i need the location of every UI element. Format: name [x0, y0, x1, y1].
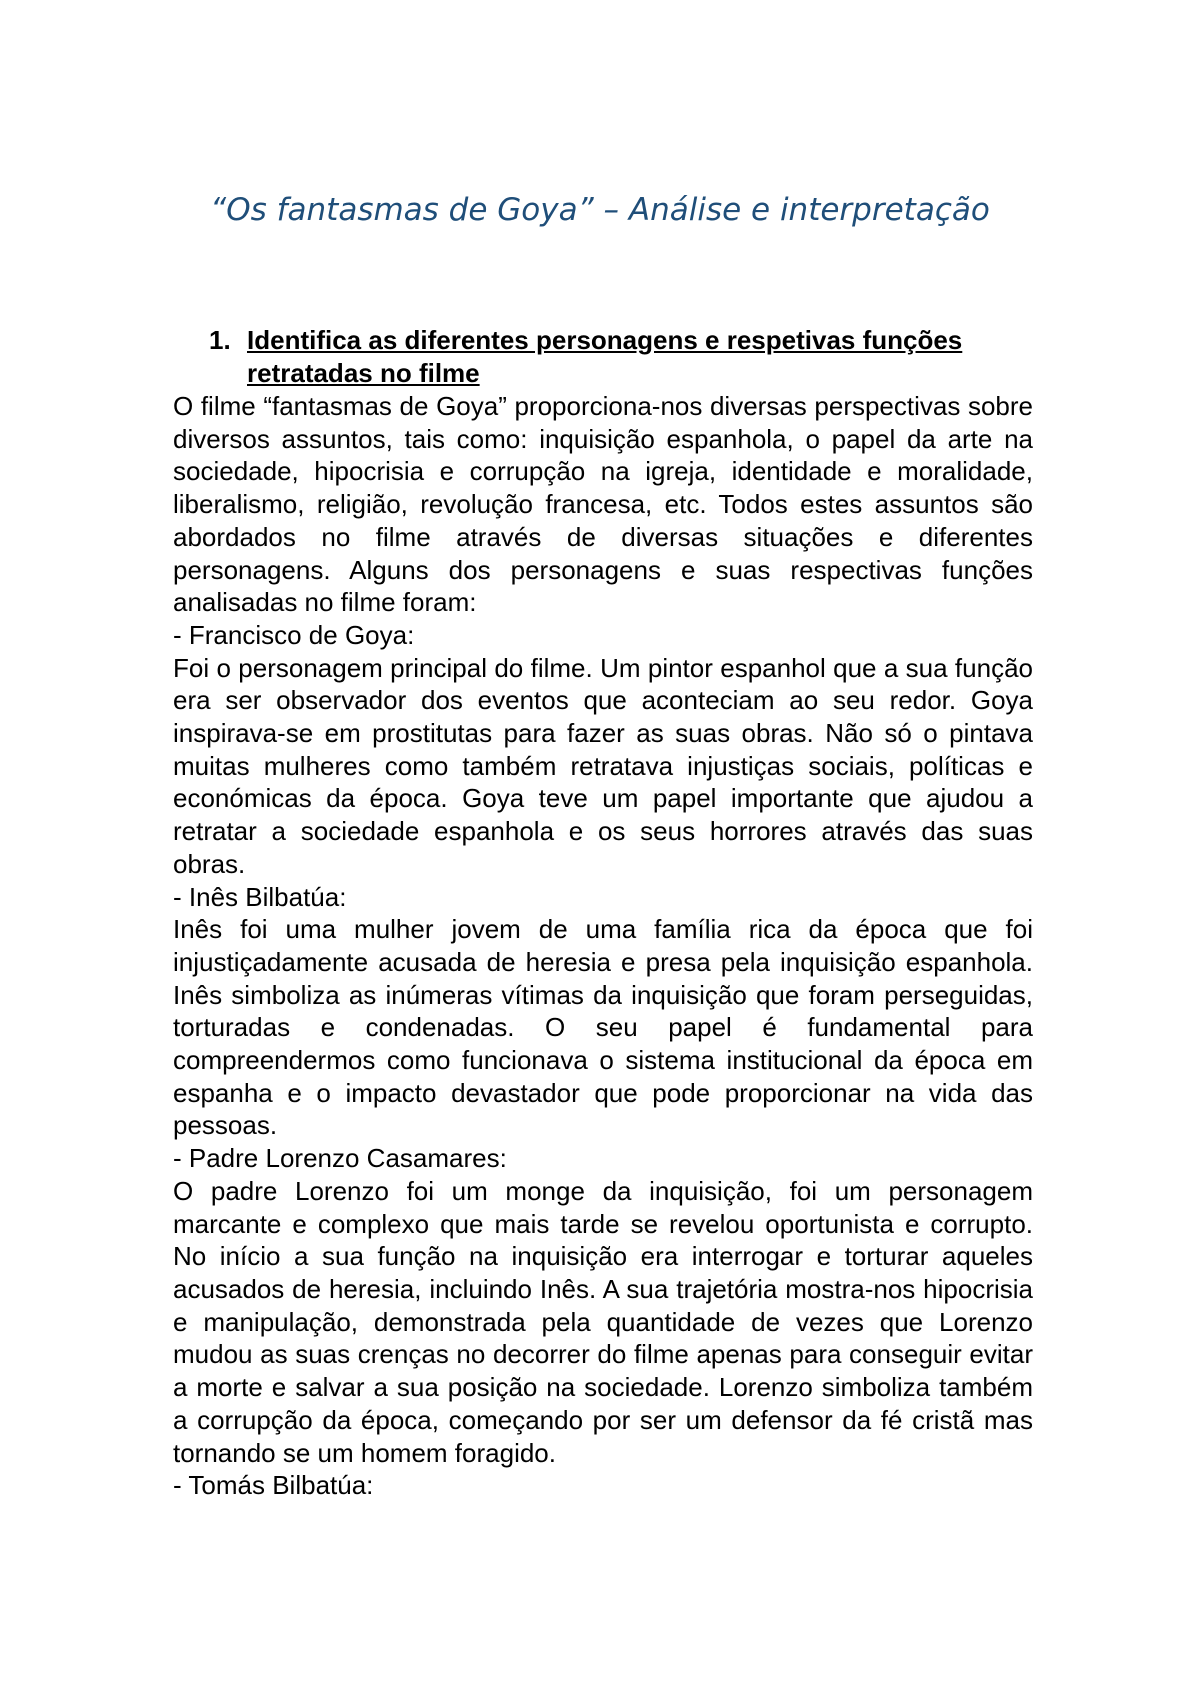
section-number: 1.	[209, 325, 231, 355]
character-description-lorenzo: O padre Lorenzo foi um monge da inquisição, foi um personagem marcante e complexo que mais tarde se revelou oportunista e corrupto. No início a sua função na inquisição era interrogar e torturar aqueles acusados de heresia, incluindo Inês. A sua trajetória mostra-nos hipocrisia e manipulação, demonstrada pela quantidade de vezes que Lorenzo mudou as suas crenças no decorrer do filme apenas para conseguir evitar a morte e salvar a sua posição na sociedade. Lorenzo simboliza também a corrupção da época, começando por ser um defensor da fé cristã mas tornando se um homem foragido.	[173, 1175, 1033, 1468]
character-name-ines: - Inês Bilbatúa:	[173, 881, 347, 912]
document-title: “Os fantasmas de Goya” – Análise e interpretação	[210, 192, 990, 228]
character-name-goya: - Francisco de Goya:	[173, 619, 415, 650]
section-heading	[173, 324, 1033, 390]
character-description-goya: Foi o personagem principal do filme. Um pintor espanhol que a sua função era ser observador dos eventos que aconteciam ao seu redor. Goya inspirava-se em prostitutas para fazer as suas obras. Não só o pintava muitas mulheres como também retratava injustiças sociais, políticas e económicas da época. Goya teve um papel importante que ajudou a retratar a sociedade espanhola e os seus horrores através das suas obras.	[173, 652, 1033, 879]
character-description-ines: Inês foi uma mulher jovem de uma família rica da época que foi injustiçadamente acusada de heresia e presa pela inquisição espanhola. Inês simboliza as inúmeras vítimas da inquisição que foram perseguidas, torturadas e condenadas. O seu papel é fundamental para compreendermos como funcionava o sistema institucional da época em espanha e o impacto devastador que pode proporcionar na vida das pessoas.	[173, 914, 1033, 1141]
character-name-lorenzo: - Padre Lorenzo Casamares:	[173, 1143, 507, 1174]
intro-paragraph: O filme “fantasmas de Goya” proporciona-nos diversas perspectivas sobre diversos assuntos, tais como: inquisição espanhola, o papel da arte na sociedade, hipocrisia e corrupção na igreja, identidade e moralidade, liberalismo, religião, revolução francesa, etc. Todos estes assuntos são abordados no filme através de diversas situações e diferentes personagens. Alguns dos personagens e suas respectivas funções analisadas no filme foram:	[173, 391, 1033, 618]
section-heading-text: Identifica as diferentes personagens e respetivas funções retratadas no filme	[247, 325, 963, 388]
document-body	[173, 324, 1033, 1502]
character-name-tomas: - Tomás Bilbatúa:	[173, 1470, 374, 1501]
